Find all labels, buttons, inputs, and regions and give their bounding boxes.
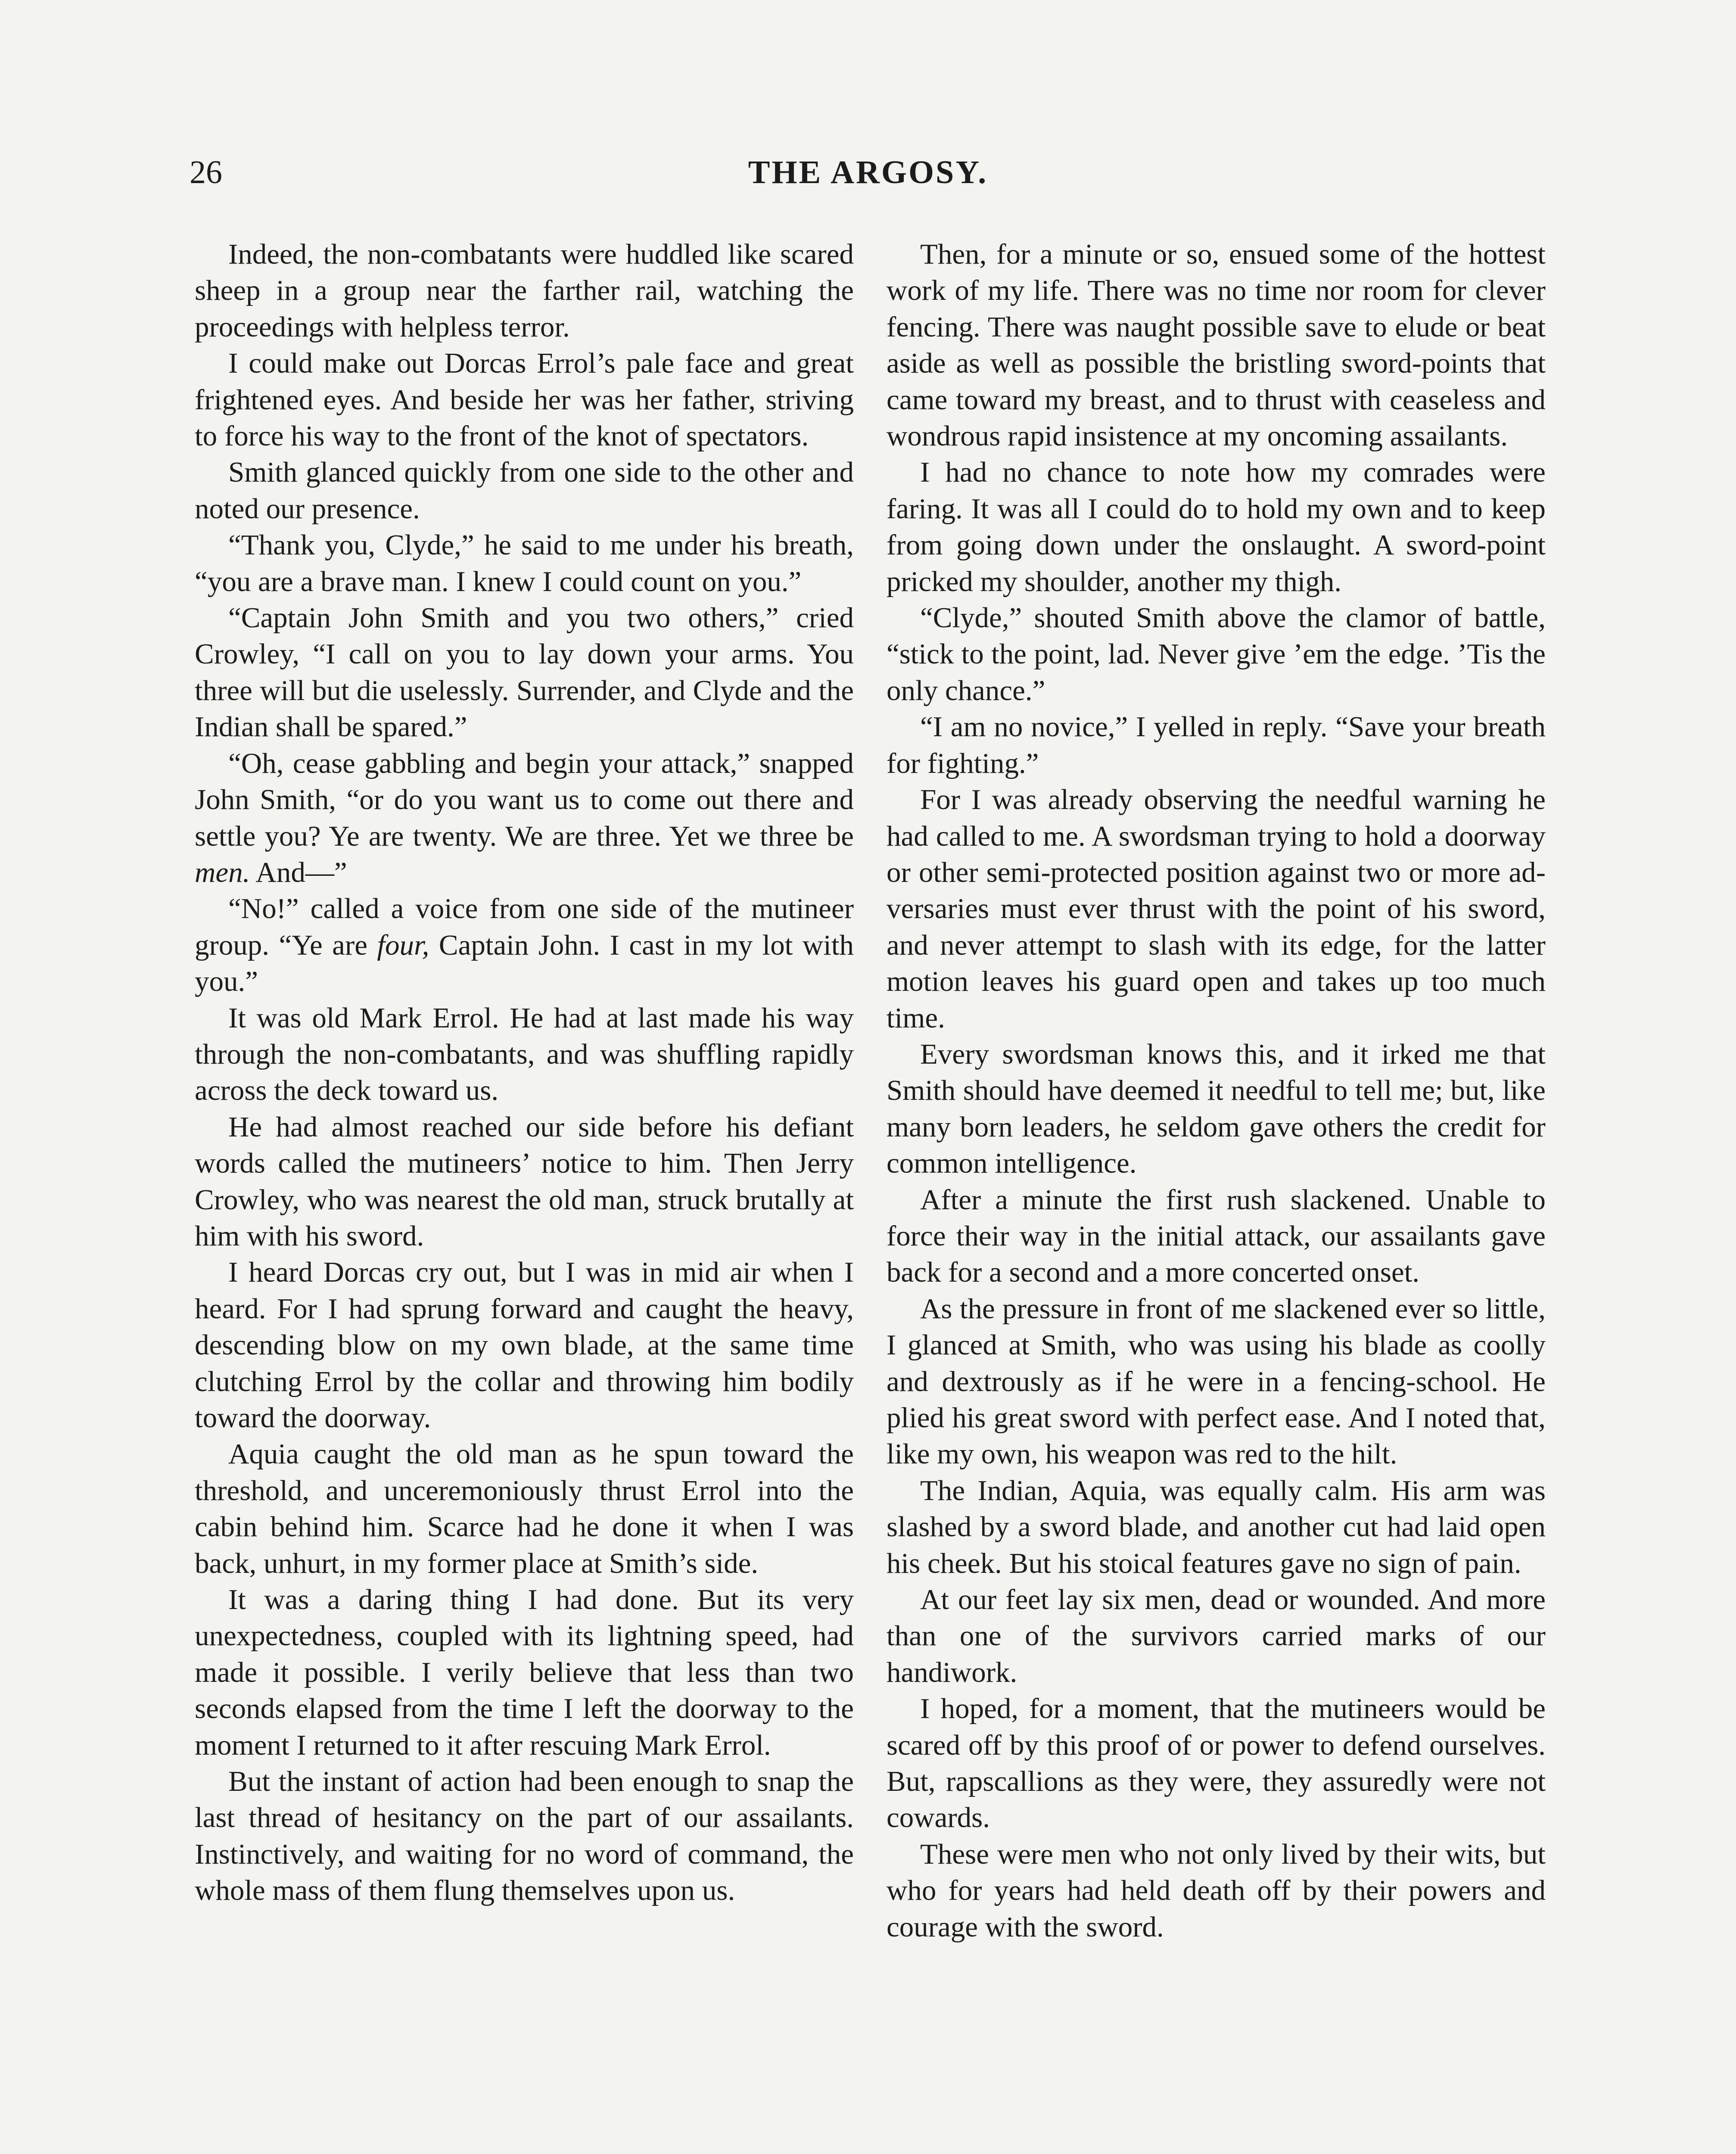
paragraph: I had no chance to note how my comrades were faring. It was all I could do to hold my own and to keep from going down under the onslaught. A sword-point pricked my shoulder, another my thigh. (887, 456, 1546, 598)
paragraph: I hoped, for a moment, that the mutineers would be scared off by this proof of or power to defend ourselves. But, rapscallions as they were, they assuredly were not cowards. (887, 1693, 1546, 1834)
paragraph: Smith glanced quickly from one side to the other and noted our presence. (195, 456, 854, 525)
paragraph-text: “Oh, cease gabbling and begin your attack,” snapped John Smith, “or do you want us to come out there and settle you? Ye are twenty. We are three. Yet we three be (195, 747, 854, 852)
paragraph: After a minute the first rush slackened. Unable to force their way in the initial attack, our assailants gave back for a second and a more concerted onset. (887, 1183, 1546, 1289)
paragraph: But the instant of action had been enough to snap the last thread of hesitancy on the part of our assailants. Instinctively, and waiting for no word of command, the whole mass of them flung themselves upon us. (195, 1765, 854, 1907)
right-column (887, 236, 1546, 1945)
paragraph: “Captain John Smith and you two others,” cried Crowley, “I call on you to lay down your arms. You three will but die uselessly. Surrender, and Clyde and the Indian shall be spared.” (195, 602, 854, 743)
paragraph: He had almost reached our side before his defiant words called the mutineers’ notice to him. Then Jerry Crowley, who was nearest the old man, struck brutally at him with his sword. (195, 1111, 854, 1252)
paragraph: Indeed, the non-combatants were huddled like scared sheep in a group near the farther rail, watching the proceedings with helpless terror. (195, 238, 854, 343)
page-title: THE ARGOSY. (748, 154, 988, 190)
paragraph: These were men who not only lived by their wits, but who for years had held death off by their powers and courage with the sword. (887, 1838, 1546, 1943)
paragraph (195, 890, 854, 999)
paragraph: “I am no novice,” I yelled in reply. “Save your breath for fighting.” (887, 711, 1546, 779)
paragraph: The Indian, Aquia, was equally calm. His arm was slashed by a sword blade, and another cut had laid open his cheek. But his stoical features gave no sign of pain. (887, 1474, 1546, 1579)
paragraph: For I was already observing the needful warning he had called to me. A swordsman trying to hold a doorway or other semi-protected position against two or more adversaries must ever thrust with the point of his sword, and never attempt to slash with its edge, for the latter motion leaves his guard open and takes up too much time. (887, 784, 1546, 1034)
paragraph: It was old Mark Errol. He had at last made his way through the non-combatants, and was shuffling rapidly across the deck toward us. (195, 1002, 854, 1107)
paragraph: Then, for a minute or so, ensued some of the hottest work of my life. There was no time nor room for clever fencing. There was naught possible save to elude or beat aside as well as possible the bristling sword-points that came toward my breast, and to thrust with ceaseless and wondrous rapid insistence at my oncoming assailants. (887, 238, 1546, 452)
paragraph: “Clyde,” shouted Smith above the clamor of battle, “stick to the point, lad. Never give ’em the edge. ’Tis the only chance.” (887, 602, 1546, 707)
paragraph: As the pressure in front of me slackened ever so little, I glanced at Smith, who was using his blade as coolly and dextrously as if he were in a fencing-school. He plied his great sword with perfect ease. And I noted that, like my own, his weapon was red to the hilt. (887, 1292, 1546, 1470)
paragraph: Aquia caught the old man as he spun toward the threshold, and unceremoniously thrust Errol into the cabin behind him. Scarce had he done it when I was back, unhurt, in my former place at Smith’s side. (195, 1438, 854, 1579)
paragraph-text: Captain John. I cast in my lot with you.” (195, 929, 854, 998)
paragraph: I heard Dorcas cry out, but I was in mid air when I heard. For I had sprung forward and caught the heavy, descending blow on my own blade, at the same time clutching Errol by the collar and throwing him bodily toward the doorway. (195, 1256, 854, 1434)
emphasis-text: four, (377, 929, 429, 961)
page-number: 26 (190, 154, 222, 190)
left-column (195, 236, 854, 1909)
paragraph: At our feet lay six men, dead or wounded. And more than one of the survivors carried marks of our handiwork. (887, 1584, 1546, 1688)
paragraph (195, 745, 854, 891)
paragraph: Every swordsman knows this, and it irked me that Smith should have deemed it needful to tell me; but, like many born leaders, he seldom gave others the credit for common intelligence. (887, 1038, 1546, 1180)
paragraph: “Thank you, Clyde,” he said to me under his breath, “you are a brave man. I knew I could count on you.” (195, 529, 854, 598)
paragraph: I could make out Dorcas Errol’s pale face and great frightened eyes. And beside her was her father, striving to force his way to the front of the knot of spectators. (195, 347, 854, 452)
paragraph-text: “No!” called a voice from one side of the mutineer group. “Ye are (195, 893, 854, 961)
paragraph-text: And—” (250, 856, 347, 888)
emphasis-text: men. (195, 856, 250, 888)
paragraph: It was a daring thing I had done. But its very unexpectedness, coupled with its lightning speed, had made it possible. I verily believe that less than two seconds elapsed from the time I left the doorway to the moment I returned to it after rescuing Mark Errol. (195, 1584, 854, 1761)
